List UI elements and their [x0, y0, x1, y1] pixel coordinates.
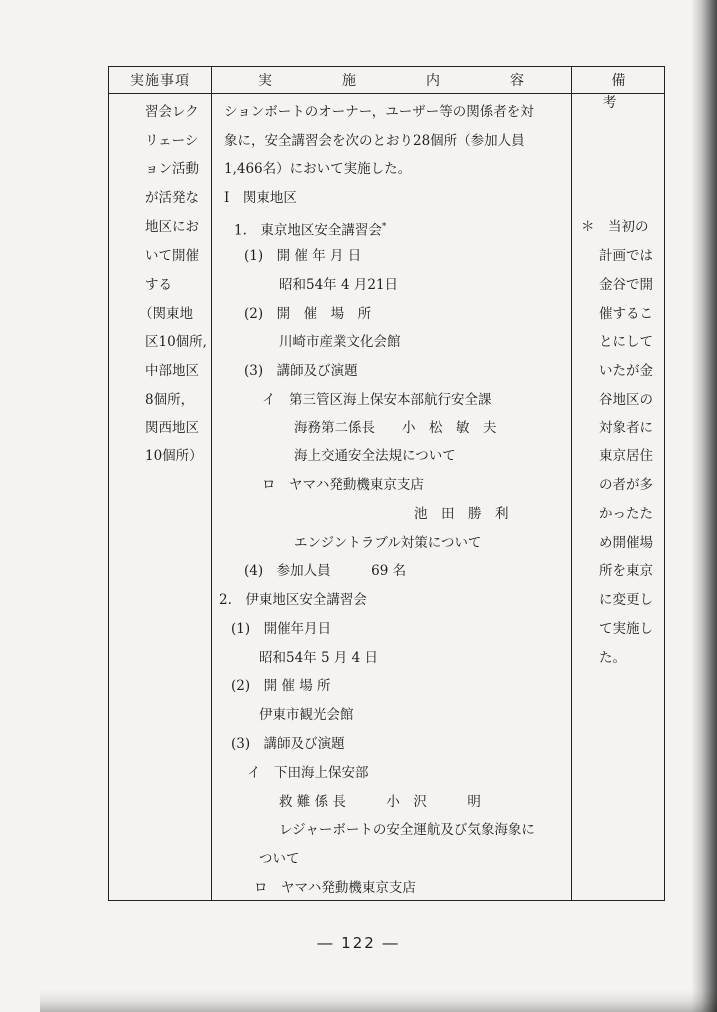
remark-line: かったた [599, 506, 653, 522]
content-line: ロ ヤマハ発動機東京支店 [254, 880, 416, 896]
content-line: ロ ヤマハ発動機東京支店 [262, 477, 424, 493]
remark-line: て実施し [599, 621, 653, 637]
remark-line: た。 [599, 650, 626, 666]
item-line: （関東地 [139, 306, 193, 322]
remark-line: 催するこ [599, 306, 653, 322]
scan-bottom-shadow [40, 990, 717, 1012]
page-number: ― 122 ― [317, 934, 400, 952]
remark-line: の者が多 [599, 477, 653, 493]
content-line: 池 田 勝 利 [414, 506, 509, 522]
content-line: 1,466名）において実施した。 [224, 161, 412, 177]
content-line: 海上交通安全法規について [294, 448, 456, 464]
content-line: (4) 参加人員 69 名 [244, 563, 407, 579]
item-line: 中部地区 [145, 363, 199, 379]
content-line: 昭和54年 5 月 4 日 [259, 650, 379, 666]
item-line: 8個所， [145, 392, 195, 408]
item-line: 区10個所, [145, 334, 207, 350]
content-line: ションボートのオーナー，ユーザー等の関係者を対 [224, 104, 534, 120]
header-content: 実 施 内 容 [258, 73, 552, 89]
item-line: 関西地区 [145, 420, 199, 436]
column-divider [571, 67, 572, 900]
content-line: Ⅰ 関東地区 [224, 190, 297, 206]
content-line: 海務第二係長 小 松 敏 夫 [294, 420, 497, 436]
remark-line: め開催場 [599, 535, 653, 551]
report-table [108, 66, 676, 901]
item-line: リェーシ [145, 133, 199, 149]
content-line: イ 第三管区海上保安本部航行安全課 [262, 392, 492, 408]
content-line: (3) 講師及び演題 [244, 363, 358, 379]
content-line-text: 1. 東京地区安全講習会 [234, 222, 382, 239]
remark-line: とにして [599, 334, 653, 350]
content-line: 昭和54年 4 月21日 [279, 277, 399, 293]
item-line: する [145, 277, 172, 293]
content-line: イ 下田海上保安部 [247, 765, 369, 781]
remark-line: 金谷で開 [599, 277, 653, 293]
content-line: 2. 伊東地区安全講習会 [219, 592, 367, 608]
scan-edge-shadow [691, 0, 717, 1012]
remark-line: 東京居住 [599, 448, 653, 464]
header-item: 実施事項 [130, 73, 190, 89]
content-line: 象に，安全講習会を次のとおり28個所（参加人員 [224, 133, 525, 149]
content-line: (2) 開 催 場 所 [244, 306, 372, 322]
header-remarks: 備 考 [602, 73, 676, 111]
content-line: (3) 講師及び演題 [231, 736, 345, 752]
remark-line: 計画では [599, 248, 653, 264]
remark-line: に変更し [599, 592, 653, 608]
item-line: ョン活動 [145, 161, 199, 177]
content-line: 救 難 係 長 小 沢 明 [279, 794, 481, 810]
asterisk-mark: * [381, 222, 387, 232]
content-line: 川崎市産業文化会館 [279, 334, 401, 350]
remark-line: ＊ 当初の [581, 219, 649, 235]
header-divider [109, 93, 664, 94]
item-line: が活発な [145, 190, 199, 206]
remark-line: 対象者に [599, 420, 653, 436]
content-line: (2) 開 催 場 所 [231, 678, 331, 694]
content-line: (1) 開催年月日 [231, 621, 332, 637]
content-line: レジャーボートの安全運航及び気象海象に [279, 822, 535, 838]
remark-line: いたが金 [599, 363, 653, 379]
content-line: ついて [259, 851, 300, 867]
content-line [234, 218, 386, 240]
remark-line: 所を東京 [599, 563, 653, 579]
item-line: 地区にお [145, 219, 199, 235]
column-divider [211, 67, 212, 900]
item-line: 10個所） [145, 448, 203, 464]
content-line: (1) 開 催 年 月 日 [244, 248, 362, 264]
content-line: エンジントラブル対策について [294, 535, 482, 551]
item-line: 習会レク [145, 104, 199, 120]
item-line: いて開催 [145, 248, 199, 264]
remark-line: 谷地区の [599, 392, 653, 408]
content-line: 伊東市観光会館 [259, 707, 354, 723]
